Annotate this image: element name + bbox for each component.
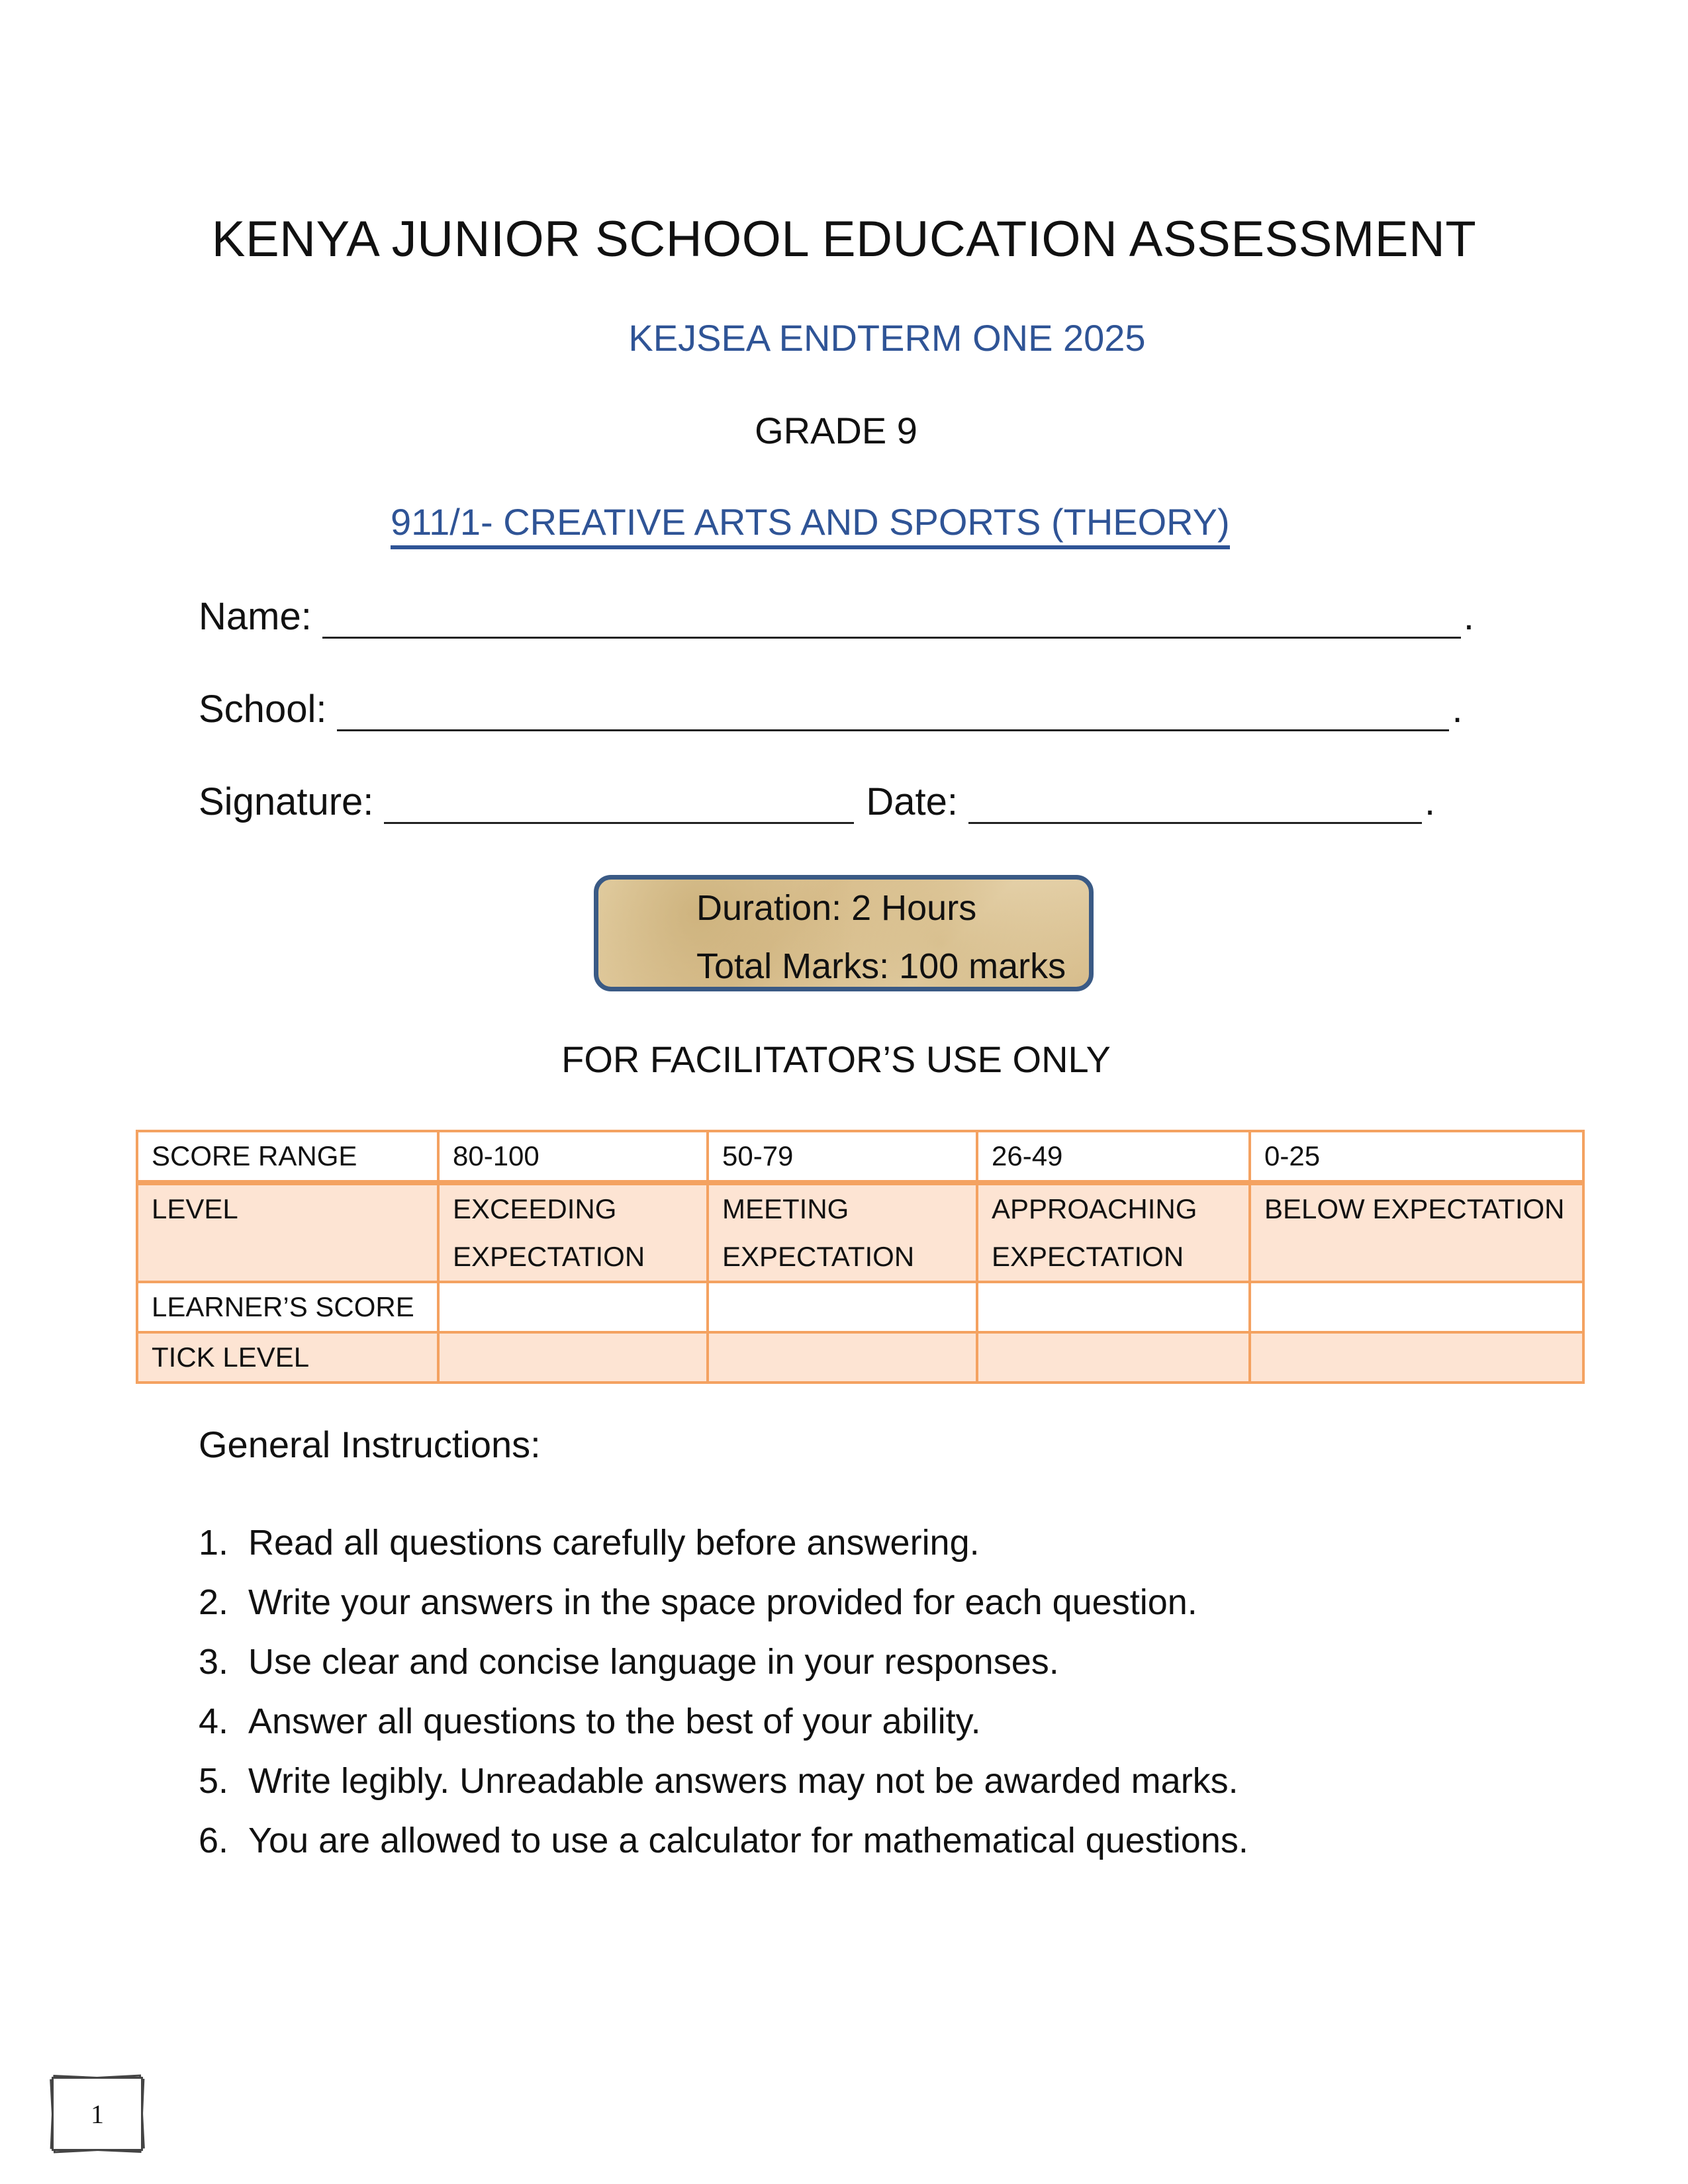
school-label: School: <box>199 688 327 731</box>
instruction-number: 2. <box>199 1582 229 1622</box>
table-cell: 26-49 <box>977 1131 1250 1183</box>
instruction-item <box>199 1817 1248 1876</box>
instruction-item <box>199 1578 1248 1638</box>
date-label: Date: <box>866 780 959 823</box>
instruction-item <box>199 1519 1248 1578</box>
name-field-row <box>199 594 1474 639</box>
score-entry-cell[interactable] <box>977 1282 1250 1332</box>
school-field-row <box>199 687 1463 731</box>
table-cell: EXCEEDING EXPECTATION <box>438 1183 708 1282</box>
instructions-heading: General Instructions: <box>199 1424 541 1465</box>
subject-heading: 911/1- CREATIVE ARTS AND SPORTS (THEORY) <box>391 502 1230 549</box>
exam-info-box <box>594 875 1094 991</box>
tick-level-row <box>137 1332 1583 1383</box>
date-terminator: . <box>1425 780 1436 823</box>
instruction-number: 5. <box>199 1761 229 1801</box>
instructions-list <box>199 1519 1248 1876</box>
instruction-text: Write your answers in the space provided for each question. <box>248 1582 1197 1622</box>
table-cell: MEETING EXPECTATION <box>708 1183 977 1282</box>
name-terminator: . <box>1463 595 1474 638</box>
tick-entry-cell[interactable] <box>977 1332 1250 1383</box>
instruction-number: 3. <box>199 1642 229 1682</box>
page-number-box <box>46 2071 149 2158</box>
school-input-line[interactable] <box>337 699 1449 731</box>
instruction-text: You are allowed to use a calculator for mathematical questions. <box>248 1821 1248 1860</box>
table-cell: BELOW EXPECTATION <box>1250 1183 1583 1282</box>
page-number: 1 <box>52 2077 143 2151</box>
learner-score-row <box>137 1282 1583 1332</box>
instruction-number: 4. <box>199 1702 229 1741</box>
table-cell: 80-100 <box>438 1131 708 1183</box>
row-label: LEARNER’S SCORE <box>137 1282 438 1332</box>
instruction-item <box>199 1698 1248 1757</box>
tick-entry-cell[interactable] <box>708 1332 977 1383</box>
table-cell: 0-25 <box>1250 1131 1583 1183</box>
tick-entry-cell[interactable] <box>1250 1332 1583 1383</box>
instruction-text: Read all questions carefully before answering. <box>248 1523 980 1563</box>
table-cell: APPROACHING EXPECTATION <box>977 1183 1250 1282</box>
name-input-line[interactable] <box>322 606 1461 639</box>
score-table <box>136 1130 1585 1384</box>
instruction-number: 6. <box>199 1821 229 1860</box>
level-row <box>137 1183 1583 1282</box>
grade-text: GRADE 9 <box>755 410 917 451</box>
score-entry-cell[interactable] <box>438 1282 708 1332</box>
instruction-text: Write legibly. Unreadable answers may not be awarded marks. <box>248 1761 1239 1801</box>
duration-text: Duration: 2 Hours <box>696 888 977 928</box>
score-range-row <box>137 1131 1583 1183</box>
date-input-line[interactable] <box>968 792 1422 824</box>
instruction-text: Use clear and concise language in your responses. <box>248 1642 1059 1682</box>
name-label: Name: <box>199 595 312 638</box>
instruction-text: Answer all questions to the best of your ability. <box>248 1702 981 1741</box>
row-label: SCORE RANGE <box>137 1131 438 1183</box>
school-terminator: . <box>1452 688 1463 731</box>
exam-series-text: KEJSEA ENDTERM ONE 2025 <box>628 317 1146 359</box>
signature-date-row <box>199 780 1435 824</box>
signature-label: Signature: <box>199 780 374 823</box>
instruction-item <box>199 1757 1248 1817</box>
score-entry-cell[interactable] <box>708 1282 977 1332</box>
assessment-title: KENYA JUNIOR SCHOOL EDUCATION ASSESSMENT <box>211 211 1477 267</box>
row-label: LEVEL <box>137 1183 438 1282</box>
instruction-item <box>199 1638 1248 1698</box>
facilitator-heading-text: FOR FACILITATOR’S USE ONLY <box>561 1038 1111 1080</box>
score-entry-cell[interactable] <box>1250 1282 1583 1332</box>
table-cell: 50-79 <box>708 1131 977 1183</box>
tick-entry-cell[interactable] <box>438 1332 708 1383</box>
signature-input-line[interactable] <box>384 792 854 824</box>
row-label: TICK LEVEL <box>137 1332 438 1383</box>
total-marks-text: Total Marks: 100 marks <box>696 946 1066 986</box>
instruction-number: 1. <box>199 1523 229 1563</box>
